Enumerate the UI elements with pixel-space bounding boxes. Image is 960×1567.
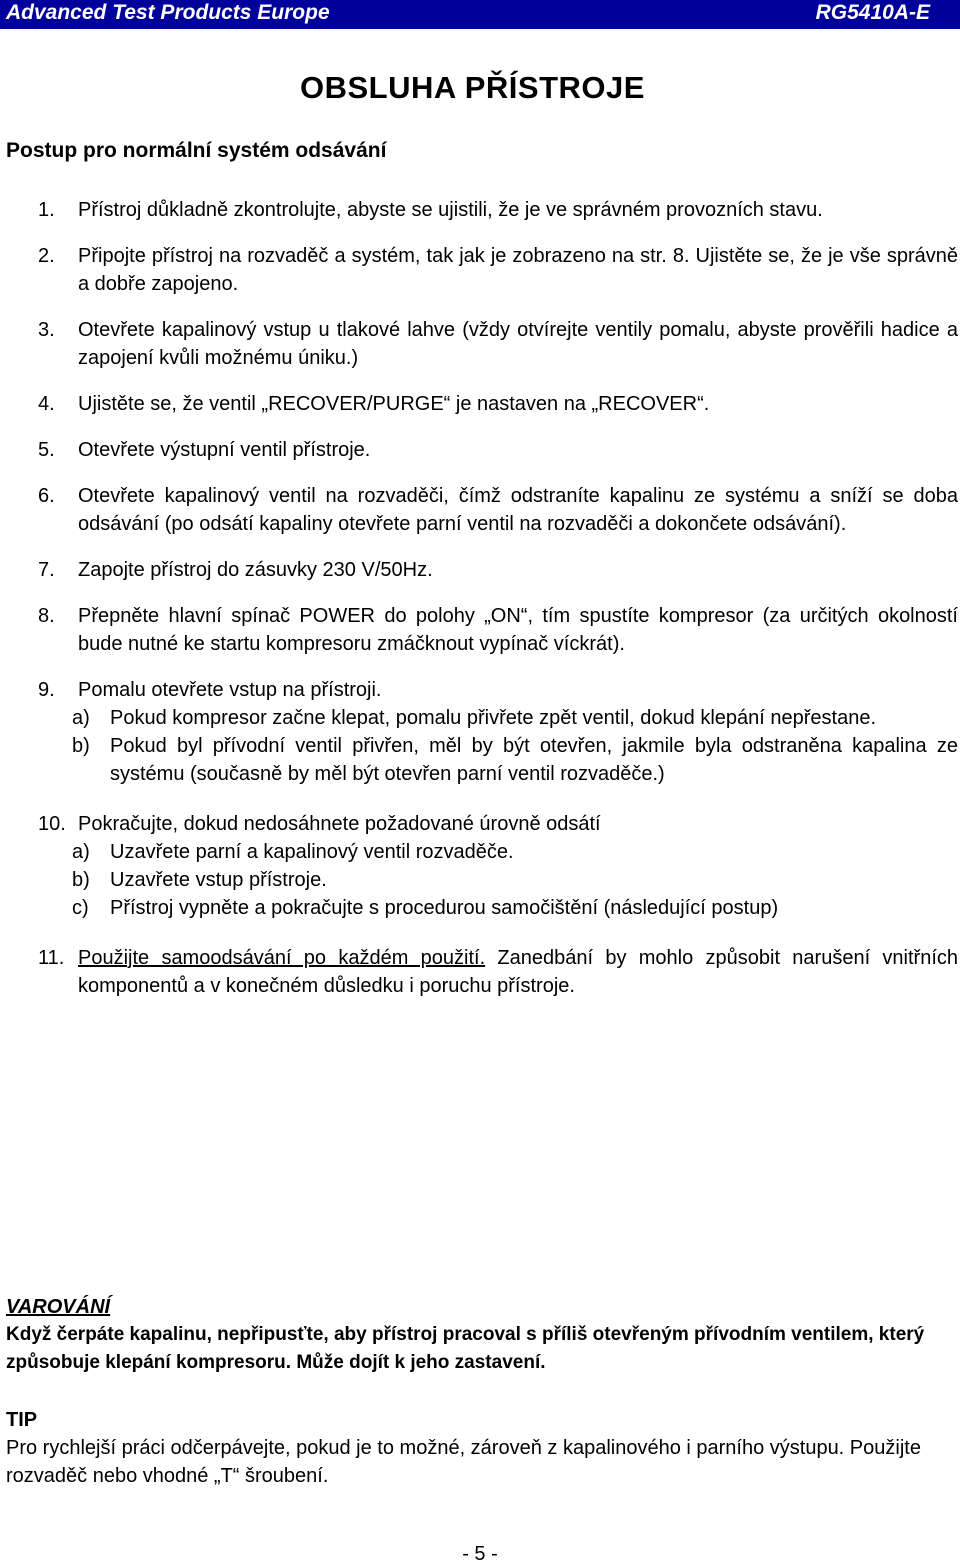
step-number: 1.: [38, 199, 55, 221]
step-text: Ujistěte se, že ventil „RECOVER/PURGE“ je nastaven na „RECOVER“.: [78, 393, 710, 415]
step-number: 3.: [38, 319, 55, 341]
warning-title: VAROVÁNÍ: [6, 1296, 111, 1318]
list-item: [38, 196, 958, 224]
tip-text: Pro rychlejší práci odčerpávejte, pokud je to možné, zároveň z kapalinového i parního výstupu. Použijte rozvaděč nebo vhodné „T“ šroubení.: [6, 1437, 921, 1487]
step-text: Připojte přístroj na rozvaděč a systém, tak jak je zobrazeno na str. 8. Ujistěte se, že je vše správně a dobře zapojeno.: [78, 245, 958, 295]
sub-item: [38, 866, 958, 894]
sub-letter: b): [72, 735, 90, 757]
sub-letter: a): [72, 841, 90, 863]
step-text: Otevřete výstupní ventil přístroje.: [78, 439, 371, 461]
step-text: Pokračujte, dokud nedosáhnete požadované úrovně odsátí: [78, 813, 601, 835]
step-number: 6.: [38, 485, 55, 507]
sub-text: Uzavřete vstup přístroje.: [110, 869, 327, 891]
sub-text: Pokud kompresor začne klepat, pomalu přivřete zpět ventil, dokud klepání nepřestane.: [110, 707, 876, 729]
tip-title: TIP: [6, 1409, 38, 1431]
step-text-underlined: Použijte samoodsávání po každém použití.: [78, 947, 486, 969]
step-text: Zapojte přístroj do zásuvky 230 V/50Hz.: [78, 559, 433, 581]
step-text: Otevřete kapalinový ventil na rozvaděči, čímž odstraníte kapalinu ze systému a sníží se doba odsávání (po odsátí kapaliny otevřete parní ventil na rozvaděči a dokončete odsávání).: [78, 485, 958, 535]
step-text: Přístroj důkladně zkontrolujte, abyste se ujistili, že je ve správném provozních stavu.: [78, 199, 823, 221]
sub-text: Uzavřete parní a kapalinový ventil rozvaděče.: [110, 841, 514, 863]
sub-item: [38, 838, 958, 866]
list-item: [38, 556, 958, 584]
tip-block: [6, 1406, 936, 1490]
list-item: [38, 390, 958, 418]
step-number: 7.: [38, 559, 55, 581]
list-item: [38, 436, 958, 464]
list-item: [38, 602, 958, 658]
sub-letter: a): [72, 707, 90, 729]
model-number: RG5410A-E: [815, 1, 930, 24]
step-number: 8.: [38, 605, 55, 627]
sub-item: [38, 732, 958, 788]
step-number: 4.: [38, 393, 55, 415]
page-title: OBSLUHA PŘÍSTROJE: [300, 70, 645, 105]
step-text: Pomalu otevřete vstup na přístroji.: [78, 679, 382, 701]
step-number: 5.: [38, 439, 55, 461]
procedure-list: [38, 196, 958, 1018]
sub-text: Přístroj vypněte a pokračujte s procedurou samočištění (následující postup): [110, 897, 779, 919]
warning-text: Když čerpáte kapalinu, nepřipusťte, aby přístroj pracoval s příliš otevřeným přívodním ventilem, který způsobuje klepání kompresoru. Může dojít k jeho zastavení.: [6, 1324, 925, 1373]
list-item: [38, 944, 958, 1000]
list-item: [38, 242, 958, 298]
warning-block: [6, 1293, 930, 1377]
step-text: Otevřete kapalinový vstup u tlakové lahve (vždy otvírejte ventily pomalu, abyste prověřili hadice a zapojení kvůli možnému úniku.): [78, 319, 958, 369]
page-number: - 5 -: [462, 1543, 498, 1565]
list-item: [38, 676, 958, 788]
list-item: [38, 810, 958, 922]
sub-letter: b): [72, 869, 90, 891]
sub-item: [38, 704, 958, 732]
page-header: [0, 0, 960, 29]
step-number: 10.: [38, 813, 66, 835]
step-text: Zanedbání by mohlo způsobit narušení vnitřních komponentů a v konečném důsledku i poruchu přístroje.: [78, 947, 958, 997]
step-number: 11.: [38, 947, 65, 969]
list-item: [38, 316, 958, 372]
step-number: 2.: [38, 245, 55, 267]
list-item: [38, 482, 958, 538]
sub-letter: c): [72, 897, 89, 919]
step-number: 9.: [38, 679, 55, 701]
sub-item: [38, 894, 958, 922]
step-text: Přepněte hlavní spínač POWER do polohy „ON“, tím spustíte kompresor (za určitých okolností bude nutné ke startu kompresoru zmáčknout vypínač víckrát).: [78, 605, 958, 655]
section-subtitle: Postup pro normální systém odsávání: [6, 139, 387, 162]
company-name: Advanced Test Products Europe: [6, 1, 330, 24]
sub-text: Pokud byl přívodní ventil přivřen, měl by být otevřen, jakmile byla odstraněna kapalina ze systému (současně by měl být otevřen parní ventil rozvaděče.): [110, 735, 958, 785]
